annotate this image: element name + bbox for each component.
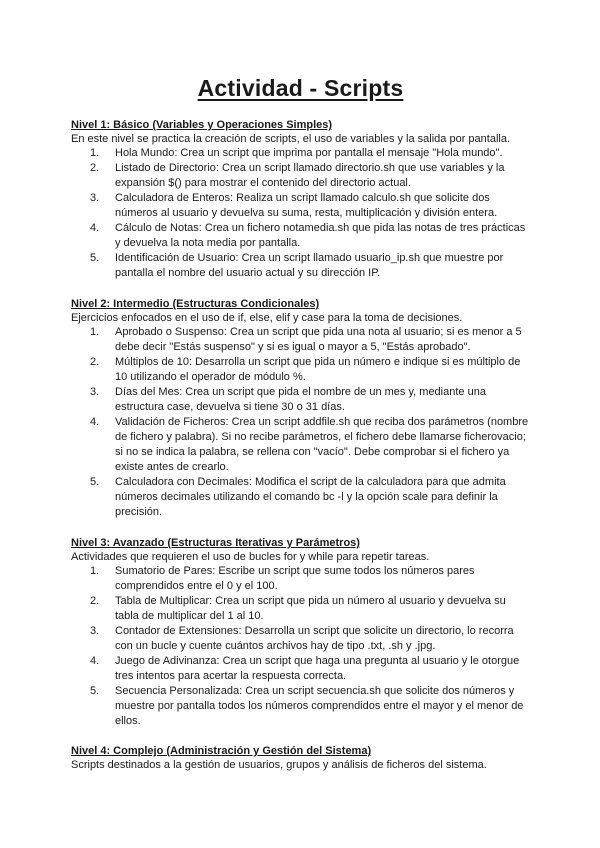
task-list (71, 146, 530, 281)
item-text: Juego de Adivinanza: Crea un script que haga una pregunta al usuario y le otorgue tres intentos para acertar la respuesta correcta. (115, 655, 520, 682)
item-number: 3. (90, 386, 100, 398)
item-text: Calculadora de Enteros: Realiza un script llamado calculo.sh que solicite dos números al usuario y devuelva su suma, resta, multiplicación y división entera. (115, 192, 498, 219)
item-text: Tabla de Multiplicar: Crea un script que pida un número al usuario y devuelva su tabla de multiplicar del 1 al 10. (115, 595, 506, 622)
list-item (71, 355, 530, 385)
list-item (71, 594, 530, 624)
level-section (71, 744, 530, 772)
item-number: 4. (90, 416, 100, 428)
list-item (71, 325, 530, 355)
item-number: 2. (90, 595, 100, 607)
level-intro: Ejercicios enfocados en el uso de if, else, elif y case para la toma de decisiones. (71, 312, 463, 324)
item-number: 2. (90, 356, 100, 368)
item-number: 2. (90, 162, 100, 174)
level-heading: Nivel 4: Complejo (Administración y Gestión del Sistema) (71, 745, 372, 757)
level-heading: Nivel 2: Intermedio (Estructuras Condicionales) (71, 298, 320, 310)
task-list (71, 564, 530, 729)
item-text: Calculadora con Decimales: Modifica el script de la calculadora para que admita números decimales utilizando el comando bc -l y la opción scale para definir la precisión. (115, 476, 506, 518)
list-item (71, 415, 530, 475)
list-item (71, 564, 530, 594)
item-number: 5. (90, 685, 100, 697)
item-text: Cálculo de Notas: Crea un fichero notamedia.sh que pida las notas de tres prácticas y devuelva la nota media por pantalla. (115, 222, 526, 249)
item-text: Múltiplos de 10: Desarrolla un script que pida un número e indique si es múltiplo de 10 utilizando el operador de módulo %. (115, 356, 521, 383)
item-text: Hola Mundo: Crea un script que imprima por pantalla el mensaje "Hola mundo". (115, 147, 503, 159)
list-item (71, 161, 530, 191)
item-text: Listado de Directorio: Crea un script llamado directorio.sh que use variables y la expansión $() para mostrar el contenido del directorio actual. (115, 162, 505, 189)
item-text: Días del Mes: Crea un script que pida el nombre de un mes y, mediante una estructura case, devuelva si tiene 30 o 31 días. (115, 386, 486, 413)
item-number: 4. (90, 222, 100, 234)
list-item (71, 385, 530, 415)
item-text: Sumatorio de Pares: Escribe un script que sume todos los números pares comprendidos entre el 0 y el 100. (115, 565, 475, 592)
list-item (71, 654, 530, 684)
item-number: 3. (90, 625, 100, 637)
item-text: Contador de Extensiones: Desarrolla un script que solicite un directorio, lo recorra con un bucle y cuente cuántos archivos hay de tipo .txt, .sh y .jpg. (115, 625, 514, 652)
item-text: Aprobado o Suspenso: Crea un script que pida una nota al usuario; si es menor a 5 debe decir "Estás suspenso" y si es igual o mayor a 5, "Estás aprobado". (115, 326, 522, 353)
list-item (71, 475, 530, 520)
level-heading: Nivel 1: Básico (Variables y Operaciones Simples) (71, 119, 333, 131)
item-text: Secuencia Personalizada: Crea un script secuencia.sh que solicite dos números y muestre por pantalla todos los números comprendidos entre el mayor y el menor de ellos. (115, 685, 524, 727)
level-intro: Actividades que requieren el uso de bucles for y while para repetir tareas. (71, 551, 430, 563)
list-item (71, 191, 530, 221)
task-list (71, 325, 530, 520)
list-item (71, 624, 530, 654)
list-item (71, 146, 530, 161)
page-title: Actividad - Scripts (197, 75, 404, 101)
item-number: 1. (90, 565, 100, 577)
item-number: 5. (90, 252, 100, 264)
list-item (71, 251, 530, 281)
item-text: Validación de Ficheros: Crea un script addfile.sh que reciba dos parámetros (nombre de fichero y palabra). Si no recibe parámetros, el fichero debe llamarse ficherovacio; si no se indica la palabra, se rellena con "vacío". Debe comprobar si el fichero ya existe antes de crearlo. (115, 416, 529, 473)
list-item (71, 684, 530, 729)
level-intro: Scripts destinados a la gestión de usuarios, grupos y análisis de ficheros del sistema. (71, 759, 487, 771)
level-section (71, 536, 530, 729)
item-number: 1. (90, 326, 100, 338)
level-section (71, 118, 530, 281)
level-intro: En este nivel se practica la creación de scripts, el uso de variables y la salida por pantalla. (71, 133, 511, 145)
item-number: 4. (90, 655, 100, 667)
item-text: Identificación de Usuario: Crea un script llamado usuario_ip.sh que muestre por pantalla el nombre del usuario actual y su dirección IP. (115, 252, 504, 279)
level-section (71, 297, 530, 520)
item-number: 3. (90, 192, 100, 204)
item-number: 5. (90, 476, 100, 488)
level-heading: Nivel 3: Avanzado (Estructuras Iterativas y Parámetros) (71, 537, 360, 549)
list-item (71, 221, 530, 251)
item-number: 1. (90, 147, 100, 159)
